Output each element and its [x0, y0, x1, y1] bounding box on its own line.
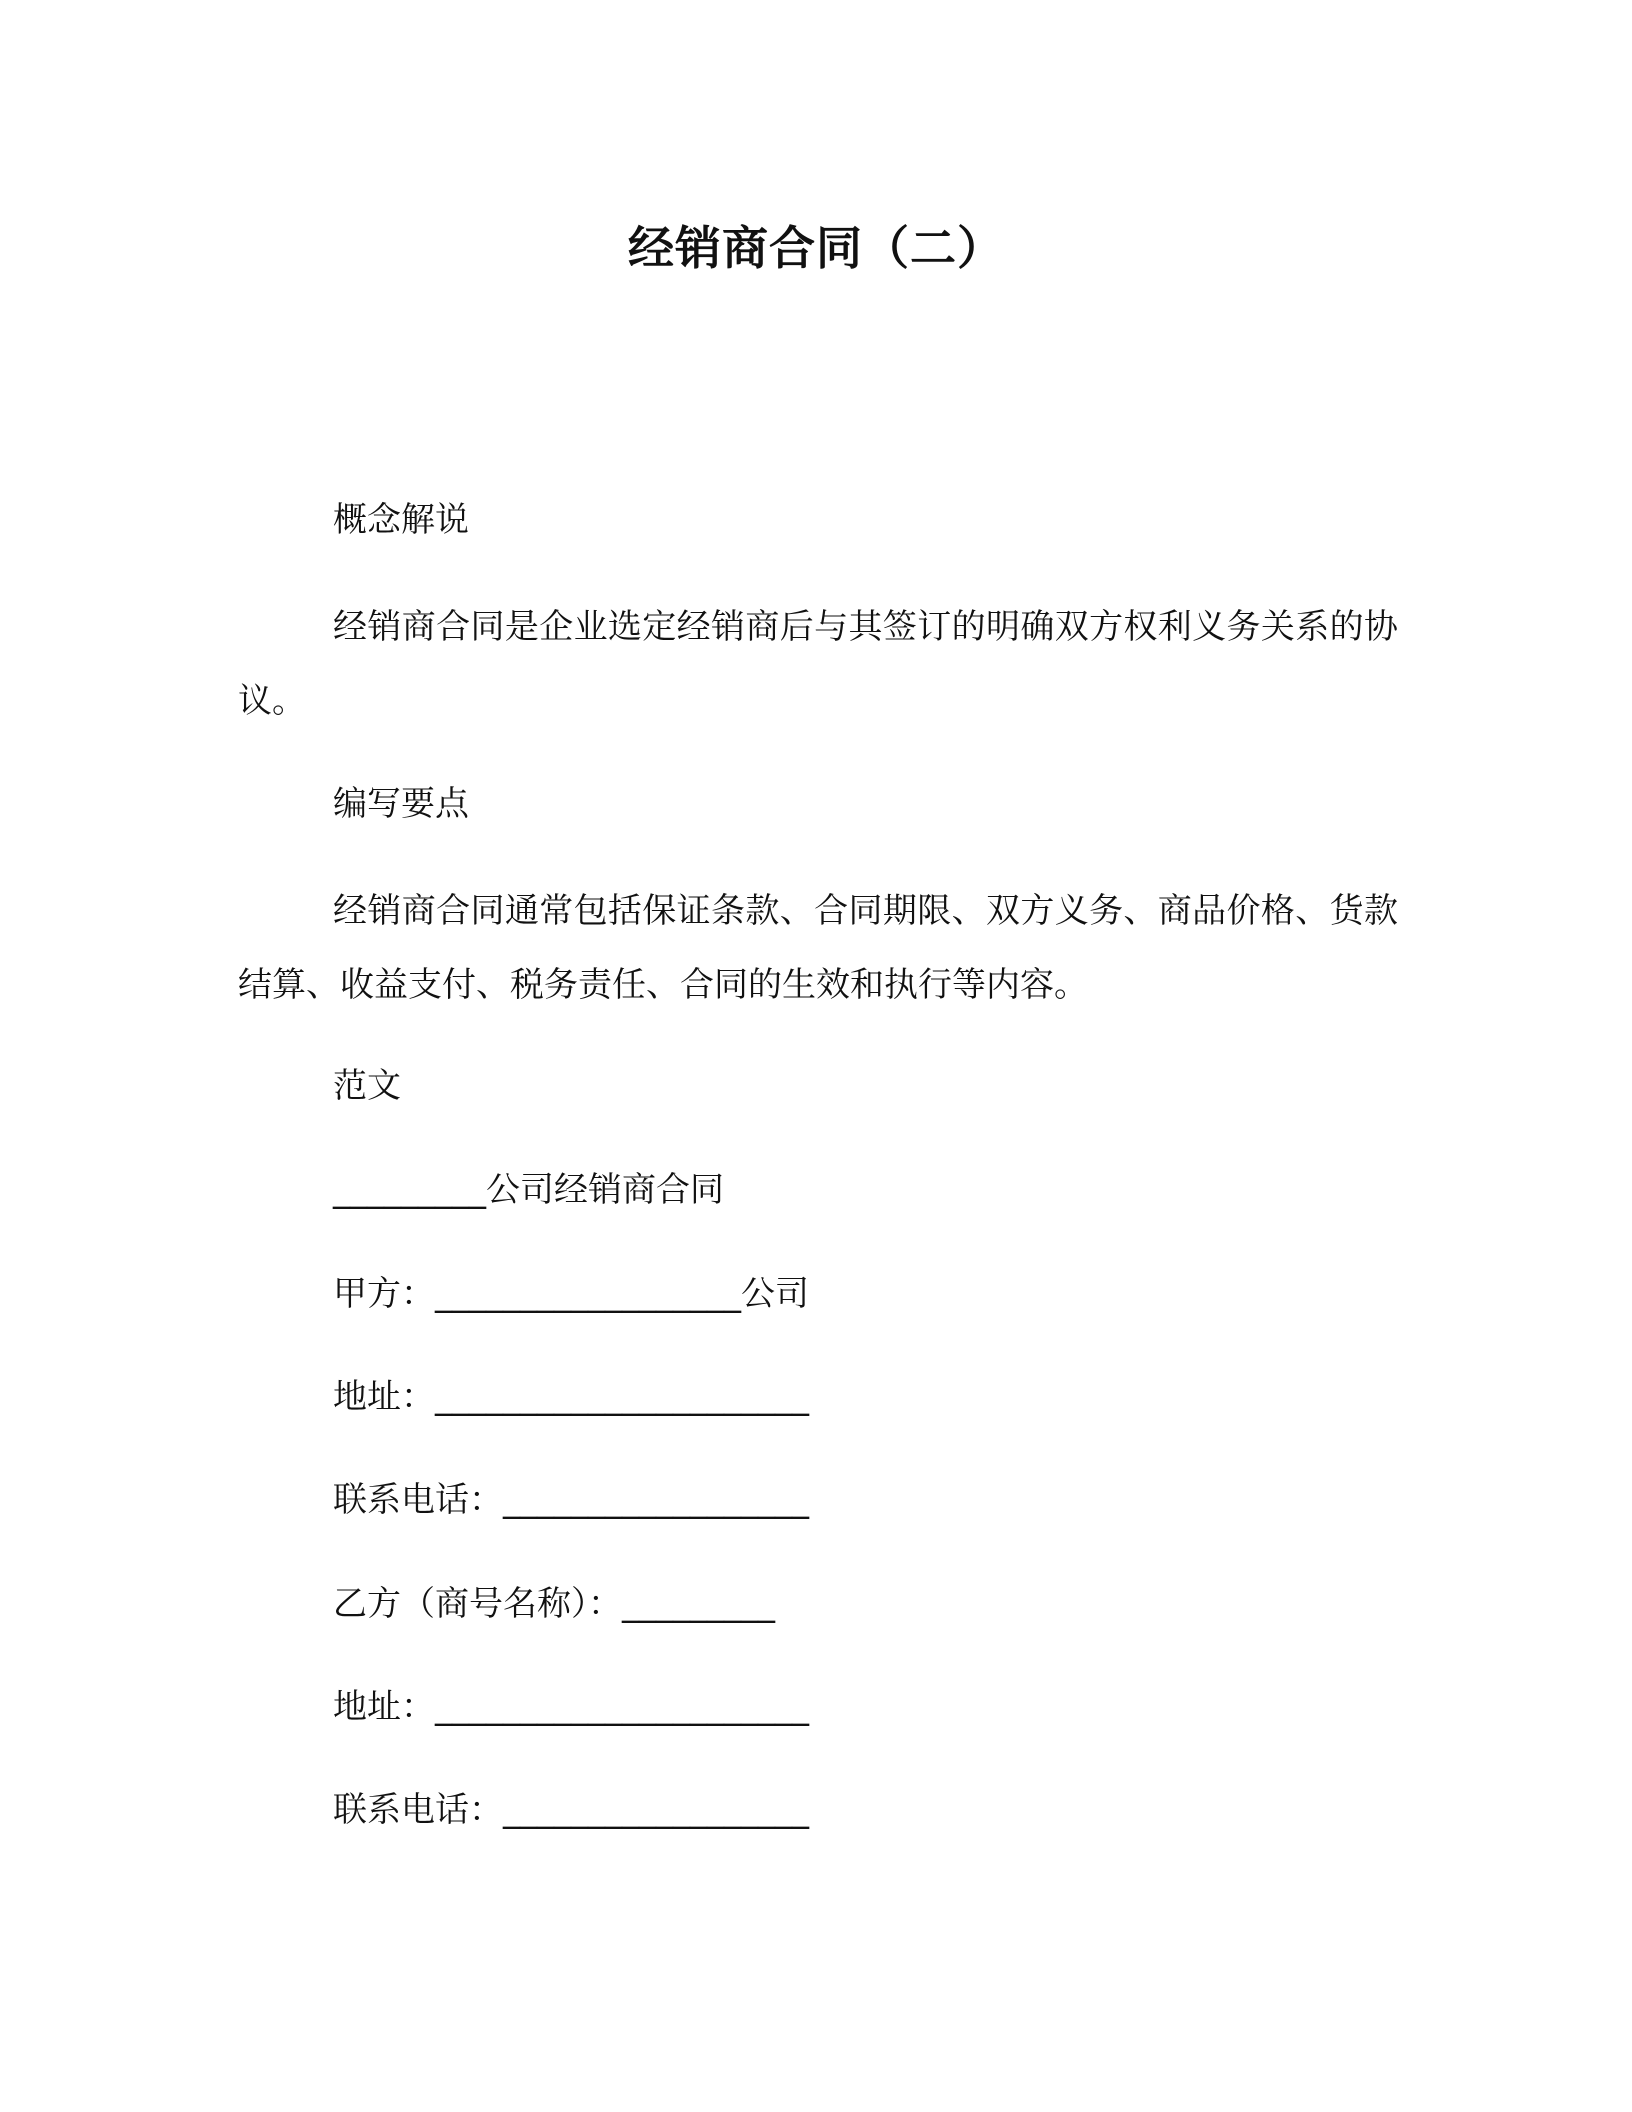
party-b-line: 乙方（商号名称）：_________ [333, 1584, 775, 1624]
concept-paragraph: 经销商合同是企业选定经销商后与其签订的明确双方权利义务关系的协议。 [238, 607, 1398, 721]
section-heading-points: 编写要点 [333, 784, 469, 824]
party-a-phone-line: 联系电话：__________________ [333, 1480, 809, 1520]
party-a-address-line: 地址：______________________ [333, 1377, 809, 1417]
points-paragraph: 经销商合同通常包括保证条款、合同期限、双方义务、商品价格、货款结算、收益支付、税务责任、合同的生效和执行等内容。 [238, 891, 1398, 1005]
party-a-line: 甲方：__________________公司 [333, 1274, 809, 1314]
contract-title-line: _________公司经销商合同 [333, 1170, 724, 1210]
section-heading-concept: 概念解说 [333, 500, 469, 540]
section-heading-sample: 范文 [333, 1066, 401, 1106]
party-b-phone-line: 联系电话：__________________ [333, 1790, 809, 1830]
document-title: 经销商合同（二） [628, 221, 1004, 275]
party-b-address-line: 地址：______________________ [333, 1687, 809, 1727]
